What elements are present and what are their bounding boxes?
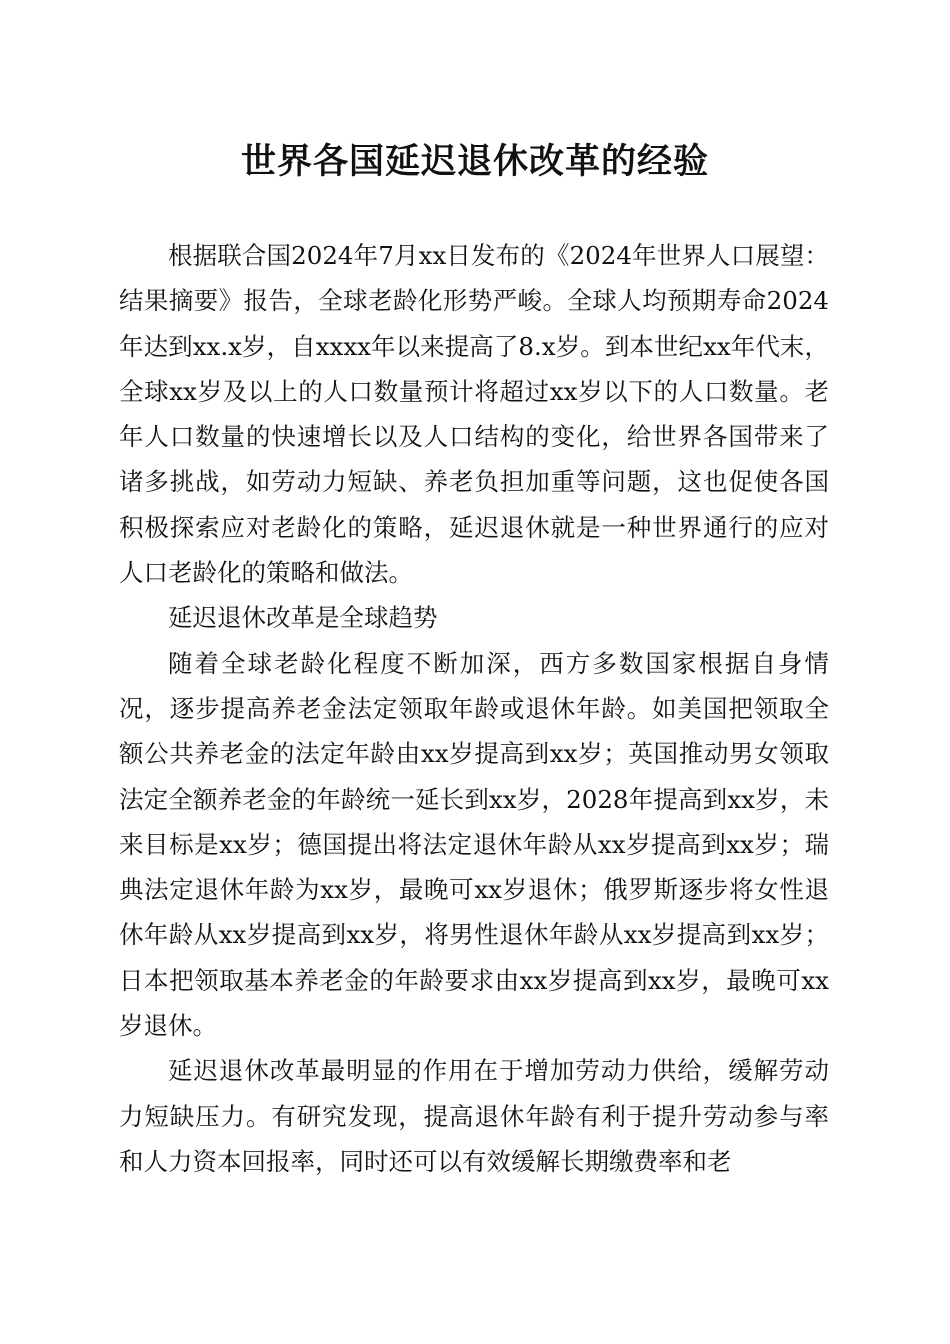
section-heading: 延迟退休改革是全球趋势 bbox=[168, 603, 438, 633]
document-title: 世界各国延迟退休改革的经验 bbox=[240, 141, 709, 182]
paragraph-global-trend: 随着全球老龄化程度不断加深，西方多数国家根据自身情况，逐步提高养老金法定领取年龄或退休年龄。如美国把领取全额公共养老金的法定年龄由xx岁提高到xx岁；英国推动男女领取法定全额养老金的年龄统一延长到xx岁，2028年提高到xx岁，未来目标是xx岁；德国提出将法定退休年龄从xx岁提高到xx岁；瑞典法定退休年龄为xx岁，最晚可xx岁退休；俄罗斯逐步将女性退休年龄从xx岁提高到xx岁，将男性退休年龄从xx岁提高到xx岁；日本把领取基本养老金的年龄要求由xx岁提高到xx岁，最晚可xx岁退休。 bbox=[119, 648, 829, 1041]
document-body bbox=[119, 233, 829, 1184]
paragraph-labor-supply: 延迟退休改革最明显的作用在于增加劳动力供给，缓解劳动力短缺压力。有研究发现，提高退休年龄有利于提升劳动参与率和人力资本回报率，同时还可以有效缓解长期缴费率和老 bbox=[119, 1056, 829, 1176]
paragraph-intro: 根据联合国2024年7月xx日发布的《2024年世界人口展望：结果摘要》报告，全球老龄化形势严峻。全球人均预期寿命2024年达到xx.x岁，自xxxx年以来提高了8.x岁。到本世纪xx年代末，全球xx岁及以上的人口数量预计将超过xx岁以下的人口数量。老年人口数量的快速增长以及人口结构的变化，给世界各国带来了诸多挑战，如劳动力短缺、养老负担加重等问题，这也促使各国积极探索应对老龄化的策略，延迟退休就是一种世界通行的应对人口老龄化的策略和做法。 bbox=[119, 241, 829, 588]
